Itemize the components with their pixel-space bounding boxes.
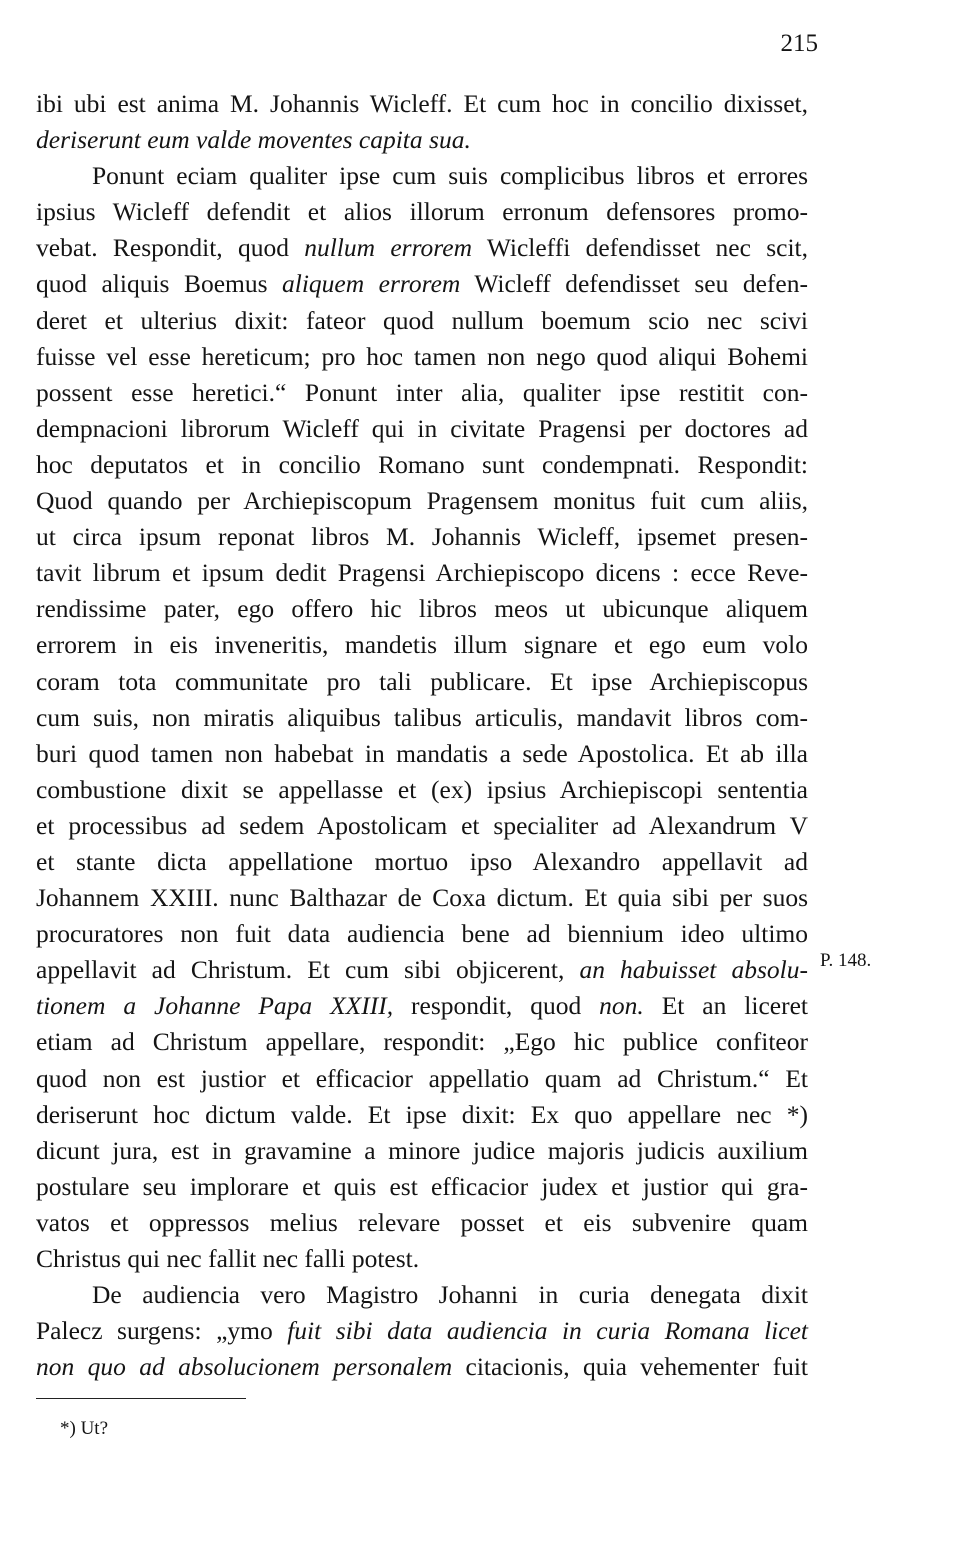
- text-line: [36, 375, 808, 411]
- text-span: postulare seu implorare et quis est efficacior judex et justior qui gra-: [36, 1171, 808, 1201]
- text-line: [36, 555, 808, 591]
- text-span: respondit, quod: [393, 991, 600, 1021]
- text-span: possent esse heretici.“ Ponunt inter alia, qualiter ipse restitit con-: [36, 377, 808, 407]
- text-line: [36, 627, 808, 663]
- margin-note: P. 148.: [820, 950, 872, 971]
- page-number: 215: [780, 30, 818, 57]
- text-span: quod aliquis Boemus: [36, 269, 283, 299]
- text-span: Wicleffi defendisset nec scit,: [472, 233, 809, 263]
- text-span: vatos et oppressos melius relevare posset et eis subvenire quam: [36, 1207, 808, 1237]
- text-span: fuisse vel esse hereticum; pro hoc tamen non nego quod aliqui Bohemi: [36, 341, 808, 371]
- text-span: cum suis, non miratis aliquibus talibus articulis, mandavit libros com-: [36, 702, 808, 732]
- text-span: tavit librum et ipsum dedit Pragensi Archiepiscopo dicens : ecce Reve-: [36, 558, 808, 588]
- text-line: [36, 844, 808, 880]
- text-span: buri quod tamen non habebat in mandatis a sede Apostolica. Et ab illa: [36, 738, 808, 768]
- text-span: errorem in eis inveneritis, mandetis illum signare et ego eum volo: [36, 630, 808, 660]
- text-span: hoc deputatos et in concilio Romano sunt condempnati. Respondit:: [36, 449, 808, 479]
- footnote-rule: [36, 1398, 246, 1399]
- text-line: [36, 483, 808, 519]
- text-line: [36, 1061, 808, 1097]
- text-span: Ponunt eciam qualiter ipse cum suis complicibus libros et errores: [92, 161, 808, 191]
- text-line: [36, 266, 808, 302]
- text-line: [36, 952, 808, 988]
- text-span: ut circa ipsum reponat libros M. Johannis Wicleff, ipsemet presen-: [36, 522, 808, 552]
- text-span: et processibus ad sedem Apostolicam et specialiter ad Alexandrum V: [36, 810, 808, 840]
- text-line: [36, 1313, 808, 1349]
- italic-span: non.: [599, 991, 644, 1021]
- text-span: Johannem XXIII. nunc Balthazar de Coxa dictum. Et quia sibi per suos: [36, 883, 808, 913]
- text-line: [36, 916, 808, 952]
- text-span: rendissime pater, ego offero hic libros meos ut ubicunque aliquem: [36, 594, 808, 624]
- text-line: [36, 122, 808, 158]
- text-span: ibi ubi est anima M. Johannis Wicleff. Et cum hoc in concilio dixisset,: [36, 89, 808, 118]
- text-line: [36, 1277, 808, 1313]
- text-line: [36, 1349, 808, 1385]
- italic-span: deriserunt eum valde moventes capita sua.: [36, 125, 471, 155]
- text-span: ipsius Wicleff defendit et alios illorum erronum defensores promo-: [36, 197, 808, 227]
- italic-span: non quo ad absolucionem personalem: [36, 1352, 453, 1382]
- text-span: De audiencia vero Magistro Johanni in curia denegata dixit: [92, 1280, 808, 1310]
- text-line: [36, 1133, 808, 1169]
- body-text: [36, 86, 808, 1385]
- text-line: [36, 230, 808, 266]
- text-span: Quod quando per Archiepiscopum Pragensem monitus fuit cum aliis,: [36, 486, 808, 516]
- text-line: [36, 772, 808, 808]
- text-line: [36, 1205, 808, 1241]
- text-line: [36, 158, 808, 194]
- text-span: Christus qui nec fallit nec falli potest.: [36, 1244, 420, 1273]
- italic-span: fuit sibi data audiencia in curia Romana licet: [287, 1316, 808, 1346]
- text-line: [36, 1024, 808, 1060]
- text-span: coram tota communitate pro tali publicare. Et ipse Archiepiscopus: [36, 666, 808, 696]
- text-span: Et an liceret: [643, 991, 808, 1021]
- italic-span: an habuisset absolu-: [579, 955, 808, 985]
- text-line: [36, 700, 808, 736]
- text-line: [36, 194, 808, 230]
- text-span: deriserunt hoc dictum valde. Et ipse dixit: Ex quo appellare nec *): [36, 1099, 808, 1129]
- text-line: [36, 736, 808, 772]
- text-line: [36, 1169, 808, 1205]
- text-line: [36, 1241, 808, 1277]
- text-line: [36, 519, 808, 555]
- text-span: Wicleff defendisset seu defen-: [460, 269, 808, 299]
- text-span: dempnacioni librorum Wicleff qui in civitate Pragensi per doctores ad: [36, 413, 808, 443]
- text-span: citacionis, quia vehementer fuit: [452, 1352, 808, 1382]
- text-span: dicunt jura, est in gravamine a minore judice majoris judicis auxilium: [36, 1135, 808, 1165]
- italic-span: tionem a Johanne Papa XXIII,: [36, 991, 394, 1021]
- text-line: [36, 808, 808, 844]
- text-span: combustione dixit se appellasse et (ex) ipsius Archiepiscopi sententia: [36, 774, 808, 804]
- text-line: [36, 1097, 808, 1133]
- text-line: [36, 86, 808, 122]
- text-line: [36, 411, 808, 447]
- text-span: deret et ulterius dixit: fateor quod nullum boemum scio nec scivi: [36, 305, 808, 335]
- text-line: [36, 988, 808, 1024]
- italic-span: nullum errorem: [304, 233, 473, 263]
- text-line: [36, 339, 808, 375]
- text-span: etiam ad Christum appellare, respondit: „Ego hic publice confiteor: [36, 1027, 808, 1057]
- text-span: vebat. Respondit, quod: [36, 233, 305, 263]
- text-line: [36, 880, 808, 916]
- italic-span: aliquem errorem: [282, 269, 461, 299]
- text-span: quod non est justior et efficacior appellatio quam ad Christum.“ Et: [36, 1063, 808, 1093]
- text-line: [36, 591, 808, 627]
- text-line: [36, 303, 808, 339]
- text-span: procuratores non fuit data audiencia bene ad biennium ideo ultimo: [36, 919, 808, 949]
- text-line: [36, 447, 808, 483]
- text-line: [36, 664, 808, 700]
- text-span: appellavit ad Christum. Et cum sibi objicerent,: [36, 955, 580, 985]
- text-span: Palecz surgens: „ymo: [36, 1316, 288, 1346]
- text-span: et stante dicta appellatione mortuo ipso Alexandro appellavit ad: [36, 846, 808, 876]
- footnote: *) Ut?: [60, 1418, 109, 1439]
